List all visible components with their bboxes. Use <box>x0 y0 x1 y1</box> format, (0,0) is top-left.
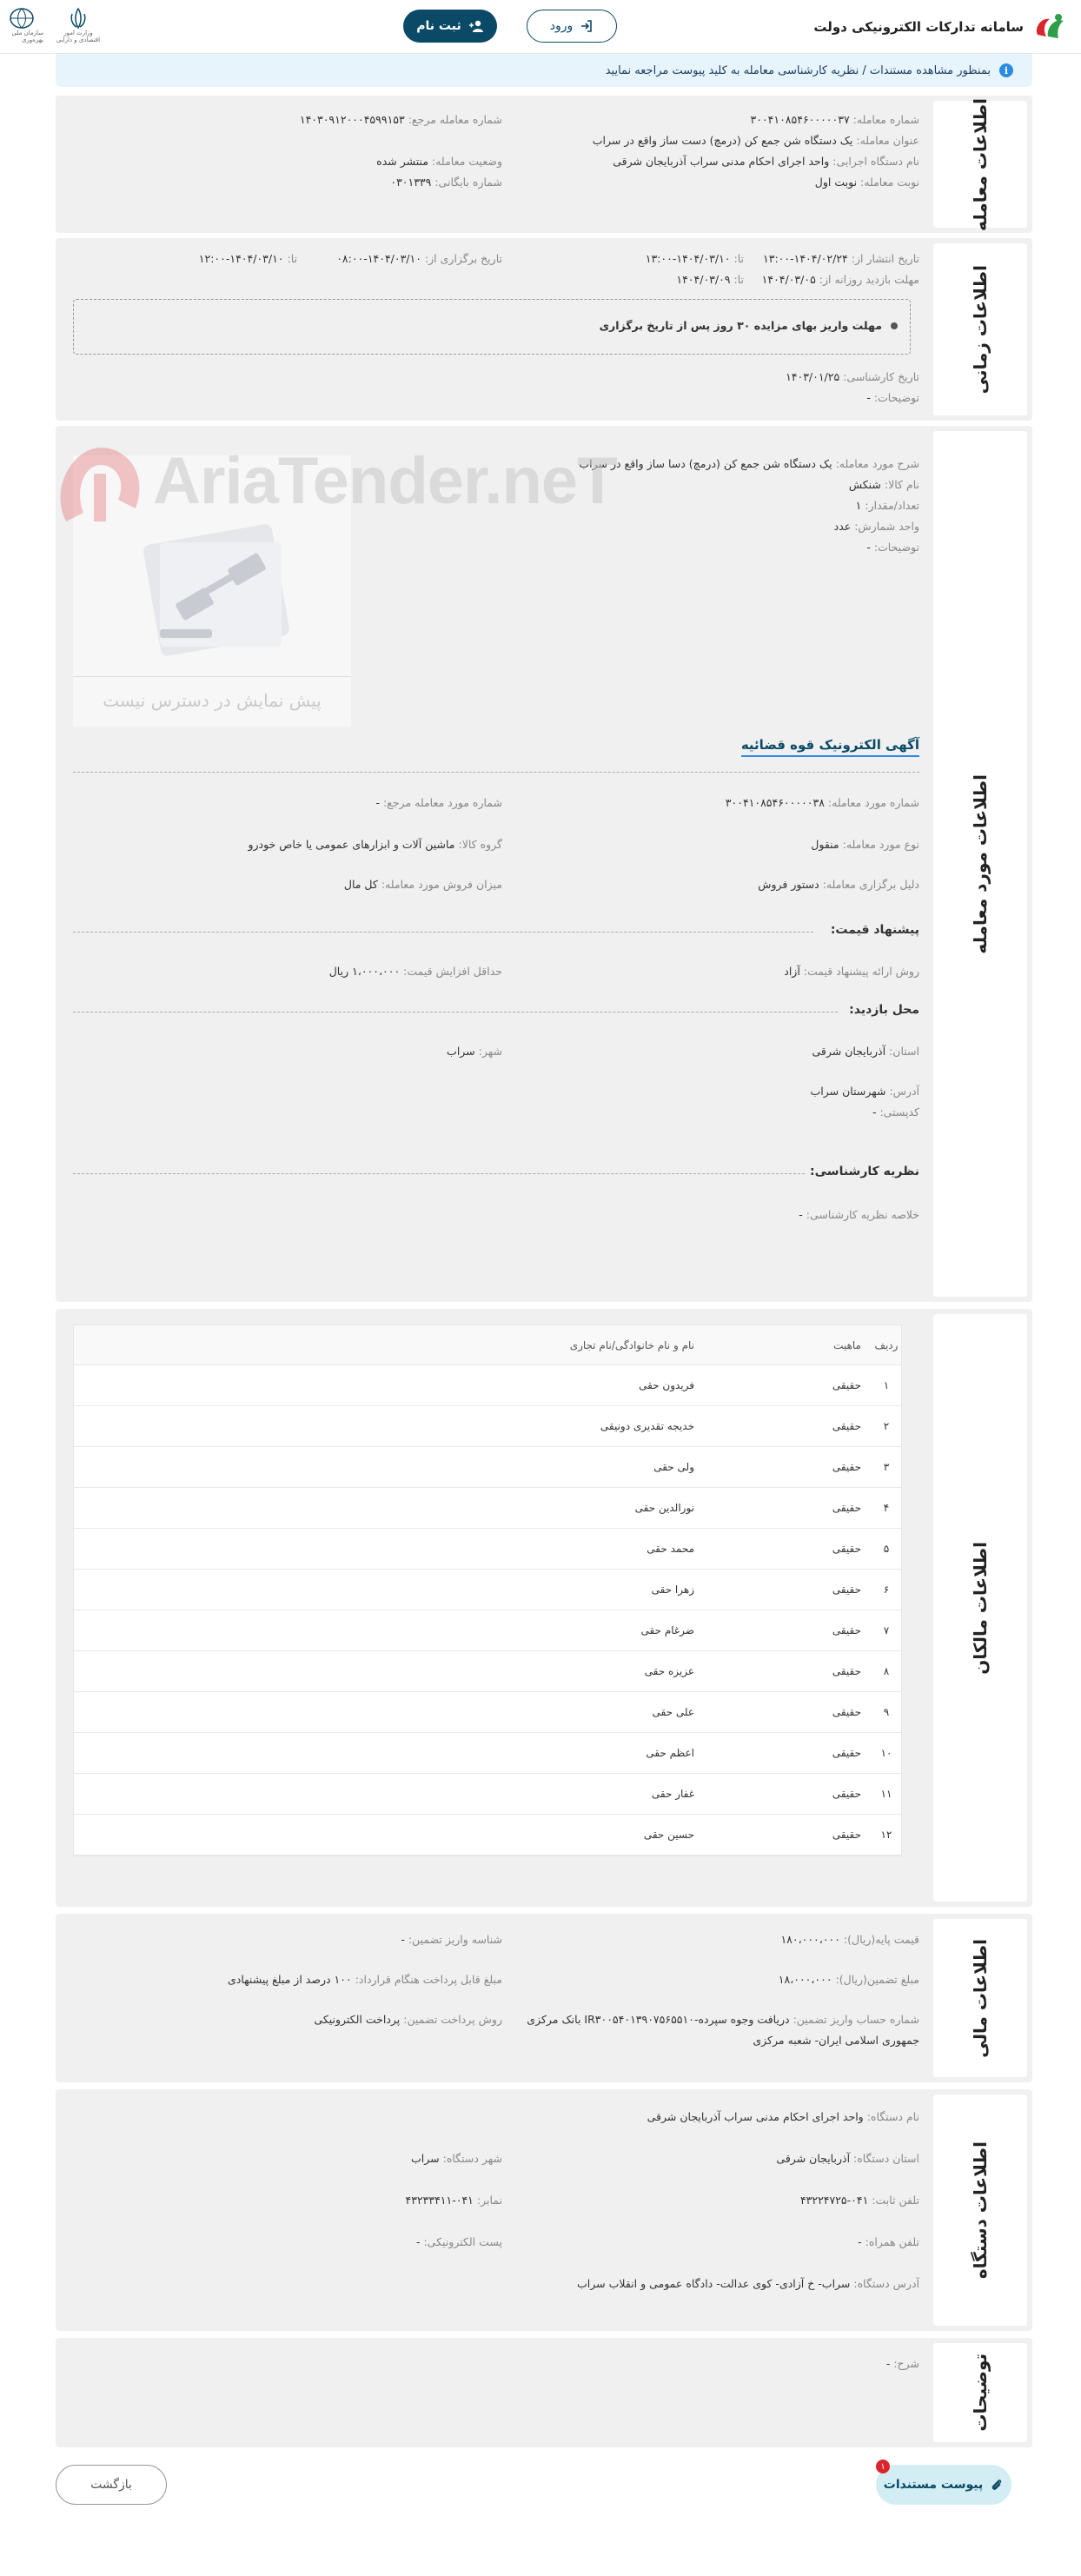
owners-table <box>73 1325 902 1856</box>
owner-type: حقیقی <box>832 1543 861 1555</box>
deal-info-section <box>56 96 1032 233</box>
notice-banner <box>56 54 1032 87</box>
org-address-field: آدرس دستگاه: سراب- خ آزادی- کوی عدالت- دادگاه عمومی و انقلاب سراب <box>577 2277 919 2290</box>
held-to-field: تا: ۱۴۰۴/۰۳/۱۰-۱۲:۰۰ <box>198 252 297 265</box>
attachments-button[interactable] <box>876 2465 1011 2505</box>
bullet-icon <box>891 322 898 329</box>
time-info-section <box>56 238 1032 421</box>
owner-name: نورالدین حقی <box>634 1502 694 1514</box>
owner-type: حقیقی <box>832 1747 861 1759</box>
table-row <box>74 1529 901 1570</box>
row-number: ۸ <box>883 1665 890 1677</box>
org-city-field: شهر دستگاه: سراب <box>411 2152 502 2165</box>
owner-type: حقیقی <box>832 1665 861 1677</box>
org-email-field: پست الکترونیکی: - <box>415 2235 502 2248</box>
owner-type: حقیقی <box>832 1502 861 1514</box>
org-info-title: اطلاعات دستگاه <box>970 2141 991 2280</box>
watermark-text: AriaTender.neT <box>153 444 617 518</box>
held-from-field: تاریخ برگزاری از: ۱۴۰۴/۰۳/۱۰-۰۸:۰۰ <box>336 252 502 265</box>
divider <box>73 772 919 773</box>
setad-logo-icon <box>1032 10 1069 43</box>
register-label: ثبت نام <box>416 19 461 33</box>
org-info-section <box>56 2089 1032 2331</box>
row-number: ۳ <box>883 1461 890 1473</box>
login-label: ورود <box>549 19 574 33</box>
status-field: وضعیت معامله: منتشر شده <box>376 155 502 168</box>
org-name-field: نام دستگاه: واحد اجرای احکام مدنی سراب آذربایجان شرقی <box>647 2110 919 2123</box>
owner-name: علی حقی <box>652 1706 694 1718</box>
info-icon: i <box>999 63 1013 77</box>
price-heading: پیشنهاد قیمت: <box>830 923 919 937</box>
deal-info-title: اطلاعات معامله <box>970 97 991 231</box>
owner-name: اعظم حقی <box>646 1747 694 1759</box>
city-field: شهر: سراب <box>447 1045 502 1058</box>
price-method-field: روش ارائه پیشنهاد قیمت: آزاد <box>784 965 919 978</box>
item-notes-field: توضیحات: - <box>866 541 919 554</box>
back-button[interactable]: بازگشت <box>56 2465 167 2505</box>
ref-number-field: شماره معامله مرجع: ۱۴۰۳۰۹۱۲۰۰۰۴۵۹۹۱۵۳ <box>299 113 502 126</box>
sale-amount-field: میزان فروش مورد معامله: کل مال <box>343 878 502 891</box>
owner-name: زهرا حقی <box>651 1583 694 1596</box>
visit-to-field: تا: ۱۴۰۴/۰۳/۰۹ <box>676 273 744 286</box>
expert-summary-field: خلاصه نظریه کارشناسی: - <box>799 1208 919 1221</box>
owner-type: حقیقی <box>832 1624 861 1637</box>
org-mobile-field: تلفن همراه: - <box>858 2235 919 2248</box>
owner-name: عزیزه حقی <box>644 1665 694 1677</box>
org-phone-field: تلفن ثابت: ۰۴۱-۴۳۲۲۴۷۲۵ <box>799 2194 919 2207</box>
row-number: ۱ <box>883 1379 890 1391</box>
col-header-row: ردیف <box>874 1338 899 1351</box>
address-field: آدرس: شهرستان سراب <box>810 1085 919 1098</box>
top-header <box>0 0 1081 54</box>
deadline-box <box>73 299 911 355</box>
pay-method-field: روش پرداخت تضمین: پرداخت الکترونیکی <box>314 2013 502 2026</box>
notes-desc-field: شرح: - <box>885 2357 919 2370</box>
table-row <box>74 1570 901 1610</box>
visit-from-field: مهلت بازدید روزانه از: ۱۴۰۴/۰۳/۰۵ <box>761 273 919 286</box>
item-image-placeholder <box>73 455 351 727</box>
publish-from-field: تاریخ انتشار از: ۱۴۰۴/۰۲/۲۴-۱۳:۰۰ <box>763 252 919 265</box>
iran-emblem-icon <box>67 7 90 30</box>
table-header <box>74 1325 901 1365</box>
owner-type: حقیقی <box>832 1461 861 1473</box>
org-province-field: استان دستگاه: آذربایجان شرقی <box>776 2152 919 2165</box>
login-icon <box>580 19 594 33</box>
item-info-title: اطلاعات مورد معامله <box>970 773 991 954</box>
org-logo-caption: سازمان ملی بهره‌وری <box>11 30 43 43</box>
owner-name: محمد حقی <box>647 1543 694 1555</box>
gov-logo-caption: وزارت امور اقتصادی و دارایی <box>56 30 101 43</box>
finance-title: اطلاعات مالی <box>970 1938 991 2058</box>
publish-to-field: تا: ۱۴۰۴/۰۳/۱۰-۱۳:۰۰ <box>645 252 744 265</box>
row-number: ۷ <box>883 1624 890 1637</box>
deal-number-field: شماره معامله: ۳۰۰۴۱۰۸۵۴۶۰۰۰۰۰۳۷ <box>750 113 919 126</box>
notice-text: بمنظور مشاهده مستندات / نظریه کارشناسی معامله به کلید پیوست مراجعه نمایید <box>605 63 991 77</box>
login-button[interactable] <box>527 10 617 43</box>
owner-type: حقیقی <box>832 1829 861 1841</box>
item-desc-field: شرح مورد معامله: یک دستگاه شن جمع کن (درمچ) دسا ساز واقع در سراب <box>579 457 919 470</box>
time-info-title: اطلاعات زمانی <box>970 264 991 395</box>
postal-field: کدپستی: - <box>872 1105 919 1119</box>
row-number: ۱۱ <box>880 1788 892 1800</box>
notes-title: توضیحات <box>970 2354 991 2432</box>
bank-branch-field: جمهوری اسلامی ایران- شعبه مرکزی <box>753 2034 919 2047</box>
base-price-field: قیمت پایه(ریال): ۱۸۰،۰۰۰،۰۰۰ <box>780 1933 919 1946</box>
table-row <box>74 1610 901 1651</box>
finance-section <box>56 1914 1032 2082</box>
owner-type: حقیقی <box>832 1420 861 1432</box>
row-number: ۹ <box>883 1706 890 1718</box>
col-header-name: نام و نام خانوادگی/نام تجاری <box>569 1338 694 1351</box>
guarantee-amount-field: مبلغ تضمین(ریال): ۱۸،۰۰۰،۰۰۰ <box>778 1973 919 1986</box>
table-row <box>74 1447 901 1488</box>
table-row <box>74 1488 901 1529</box>
org-logo <box>0 7 43 47</box>
gov-emblem <box>52 7 104 47</box>
owner-type: حقیقی <box>832 1379 861 1391</box>
turn-field: نوبت معامله: نوبت اول <box>814 176 919 189</box>
paperclip-icon <box>990 2478 1004 2492</box>
placeholder-text: پیش نمایش در دسترس نیست <box>103 690 322 711</box>
owner-name: خدیجه تقدیری دونیقی <box>600 1420 694 1432</box>
org-fax-field: نمابر: ۰۴۱-۴۳۲۳۳۴۱۱ <box>405 2194 502 2207</box>
visit-heading: محل بازدید: <box>849 1003 919 1017</box>
deadline-note: مهلت واریز بهای مزایده ۳۰ روز پس از تاریخ برگزاری <box>600 319 898 332</box>
divider <box>73 932 813 933</box>
row-number: ۶ <box>883 1583 890 1596</box>
attachments-count-badge: ۱ <box>876 2460 890 2473</box>
globe-logo-icon <box>9 7 35 30</box>
reason-field: دلیل برگزاری معامله: دستور فروش <box>758 878 919 891</box>
item-type-field: نوع مورد معامله: منقول <box>811 838 919 851</box>
add-user-icon <box>468 19 484 33</box>
owner-name: غفار حقی <box>651 1788 694 1800</box>
attachments-label: پیوست مستندات <box>883 2478 984 2492</box>
owner-name: ضرغام حقی <box>640 1624 694 1637</box>
time-desc-field: توضیحات: - <box>866 391 919 404</box>
register-button[interactable] <box>403 10 497 43</box>
table-row <box>74 1651 901 1692</box>
expert-heading: نظریه کارشناسی: <box>810 1165 919 1178</box>
table-row <box>74 1733 901 1774</box>
brand[interactable] <box>813 10 1069 43</box>
row-number: ۱۰ <box>880 1747 892 1759</box>
goods-group-field: گروه کالا: ماشین آلات و ابزارهای عمومی یا خاص خودرو <box>248 838 502 851</box>
owners-title: اطلاعات مالکان <box>970 1541 991 1675</box>
notes-section <box>56 2338 1032 2447</box>
divider <box>73 1173 805 1174</box>
owner-type: حقیقی <box>832 1706 861 1718</box>
archive-field: شماره بایگانی: ۰۳۰۱۳۳۹ <box>390 176 502 189</box>
placeholder-divider <box>73 676 351 677</box>
table-body <box>74 1365 901 1856</box>
app-title: سامانه تدارکات الکترونیکی دولت <box>813 19 1024 35</box>
min-increase-field: حداقل افزایش قیمت: ۱،۰۰۰،۰۰۰ ریال <box>328 965 502 978</box>
goods-field: نام کالا: شنکش <box>848 478 919 491</box>
owner-type: حقیقی <box>832 1788 861 1800</box>
ad-link[interactable]: آگهی الکترونیک قوه قضائیه <box>741 737 919 753</box>
row-number: ۱۲ <box>880 1829 892 1841</box>
subject-field: عنوان معامله: یک دستگاه شن جمع کن (درمچ) دست ساز واقع در سراب <box>592 134 919 147</box>
table-row <box>74 1692 901 1733</box>
row-number: ۵ <box>883 1543 890 1555</box>
province-field: استان: آذربایجان شرقی <box>812 1045 919 1058</box>
owner-name: حسین حقی <box>643 1829 694 1841</box>
col-header-type: ماهیت <box>833 1338 861 1351</box>
row-number: ۴ <box>883 1502 890 1514</box>
owner-type: حقیقی <box>832 1583 861 1596</box>
account-field: شماره حساب واریز تضمین: دریافت وجوه سپرده-IR۳۰۰۵۴۰۱۳۹۰۷۵۶۵۵۱۰ بانک مرکزی <box>527 2013 919 2026</box>
ref-item-field: شماره مورد معامله مرجع: - <box>375 796 502 809</box>
table-row <box>74 1365 901 1406</box>
table-row <box>74 1815 901 1856</box>
qty-field: تعداد/مقدار: ۱ <box>855 499 919 512</box>
unit-field: واحد شمارش: عدد <box>833 520 919 533</box>
item-number-field: شماره مورد معامله: ۳۰۰۴۱۰۸۵۴۶۰۰۰۰۰۳۸ <box>725 796 919 809</box>
expert-date-field: تاریخ کارشناسی: ۱۴۰۳/۰۱/۲۵ <box>786 370 919 383</box>
table-row <box>74 1406 901 1447</box>
executor-field: نام دستگاه اجرایی: واحد اجرای احکام مدنی سراب آذربایجان شرقی <box>613 155 919 168</box>
row-number: ۲ <box>883 1420 890 1432</box>
guarantee-id-field: شناسه واریز تضمین: - <box>401 1933 502 1946</box>
owner-name: ولی حقی <box>653 1461 694 1473</box>
table-row <box>74 1774 901 1815</box>
auction-gavel-icon <box>73 455 351 673</box>
owner-name: فریدون حقی <box>639 1379 694 1391</box>
payable-field: مبلغ قابل پرداخت هنگام قرارداد: ۱۰۰ درصد از مبلغ پیشنهادی <box>228 1973 502 1986</box>
